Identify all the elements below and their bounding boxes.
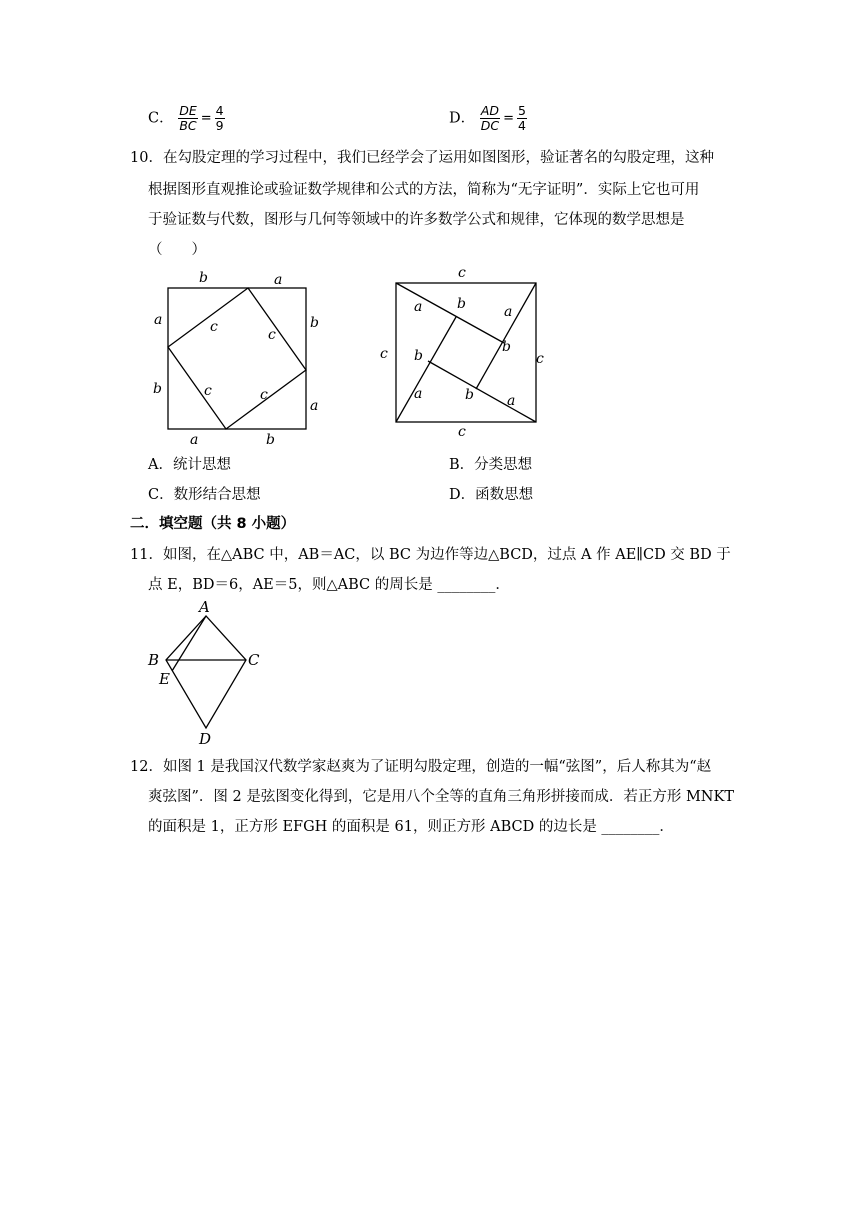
triangle-edge: [476, 283, 536, 389]
point-label: A: [199, 598, 210, 616]
q10-figure-2: [372, 262, 562, 442]
triangle-edge: [428, 361, 536, 422]
fig1-label: a: [274, 272, 283, 288]
fig2-label: b: [414, 348, 423, 364]
frac-denominator: 4: [518, 118, 526, 133]
triangle-edge: [396, 317, 456, 422]
q12-line-1: 12．如图 1 是我国汉代数学家赵爽为了证明勾股定理，创造的一幅“弦图”，后人称其为“赵: [130, 759, 712, 775]
q9-option-c: [148, 104, 225, 133]
fig1-label: c: [210, 319, 218, 335]
fig2-label: b: [502, 339, 511, 355]
q10-option-c: C．数形结合思想: [148, 487, 261, 503]
q10-line-3: 于验证数与代数，图形与几何等领域中的许多数学公式和规律，它体现的数学思想是: [148, 212, 685, 228]
fig2-label: c: [536, 351, 544, 367]
fraction-ad-dc: [480, 104, 500, 133]
fig1-label: b: [199, 270, 208, 286]
fig2-label: a: [507, 393, 516, 409]
q10-line-2: 根据图形直观推论或验证数学规律和公式的方法，简称为“无字证明”．实际上它也可用: [148, 182, 700, 198]
equals-sign: =: [200, 110, 212, 126]
point-label: B: [148, 651, 160, 669]
frac-numerator: 5: [518, 103, 526, 118]
outer-square: [168, 288, 306, 429]
point-label: C: [248, 651, 260, 669]
fig2-label: c: [380, 346, 388, 362]
fraction-5-4: [517, 104, 527, 133]
fig1-label: c: [268, 327, 276, 343]
q10-option-a: A．统计思想: [148, 457, 231, 473]
fig2-label: b: [457, 296, 466, 312]
fig2-label: b: [465, 387, 474, 403]
quadrilateral-abdc: [166, 616, 246, 728]
q10-line-1: 10．在勾股定理的学习过程中，我们已经学会了运用如图图形，验证著名的勾股定理，这种: [130, 150, 714, 166]
frac-denominator: DC: [480, 118, 500, 133]
fig1-label: b: [310, 315, 319, 331]
fig2-label: a: [414, 299, 423, 315]
segment-ae: [172, 616, 206, 671]
fig2-label: c: [458, 265, 466, 281]
fig1-label: b: [153, 381, 162, 397]
q12-line-2: 爽弦图”．图 2 是弦图变化得到，它是用八个全等的直角三角形拼接而成．若正方形 MNKT: [148, 789, 735, 805]
fig1-label: c: [204, 383, 212, 399]
q11-figure: [140, 598, 270, 750]
option-d-label: D．: [449, 110, 476, 127]
fig1-label: b: [266, 432, 275, 448]
point-label: D: [199, 730, 212, 748]
q9-option-d: [449, 104, 527, 133]
point-label: E: [159, 670, 170, 688]
q10-figure-1: [140, 262, 340, 452]
fig1-label: a: [310, 398, 319, 414]
fig2-label: c: [458, 424, 466, 440]
triangle-edge: [396, 283, 504, 343]
q10-line-4: （ ）: [148, 242, 206, 258]
q10-option-b: B．分类思想: [449, 457, 533, 473]
frac-denominator: BC: [179, 118, 197, 133]
option-c-label: C．: [148, 110, 174, 127]
fig2-label: a: [504, 304, 513, 320]
fraction-de-bc: [178, 104, 198, 133]
inner-square: [168, 288, 306, 429]
q10-option-d: D．函数思想: [449, 487, 534, 503]
equals-sign: =: [503, 110, 515, 126]
fig2-label: a: [414, 386, 423, 402]
fraction-4-9: [215, 104, 225, 133]
q11-line-1: 11．如图，在△ABC 中，AB＝AC，以 BC 为边作等边△BCD，过点 A 作 AE∥CD 交 BD 于: [130, 547, 731, 563]
frac-denominator: 9: [215, 118, 224, 133]
frac-numerator: DE: [179, 103, 197, 118]
frac-numerator: 4: [215, 103, 224, 118]
fig1-label: c: [260, 387, 268, 403]
fig1-label: a: [190, 432, 199, 448]
q11-line-2: 点 E，BD＝6，AE＝5，则△ABC 的周长是 ________．: [148, 577, 510, 593]
q12-line-3: 的面积是 1，正方形 EFGH 的面积是 61，则正方形 ABCD 的边长是 ________．: [148, 819, 674, 835]
frac-numerator: AD: [480, 103, 500, 118]
fig1-label: a: [154, 312, 163, 328]
section-heading: 二．填空题（共 8 小题）: [130, 516, 296, 532]
